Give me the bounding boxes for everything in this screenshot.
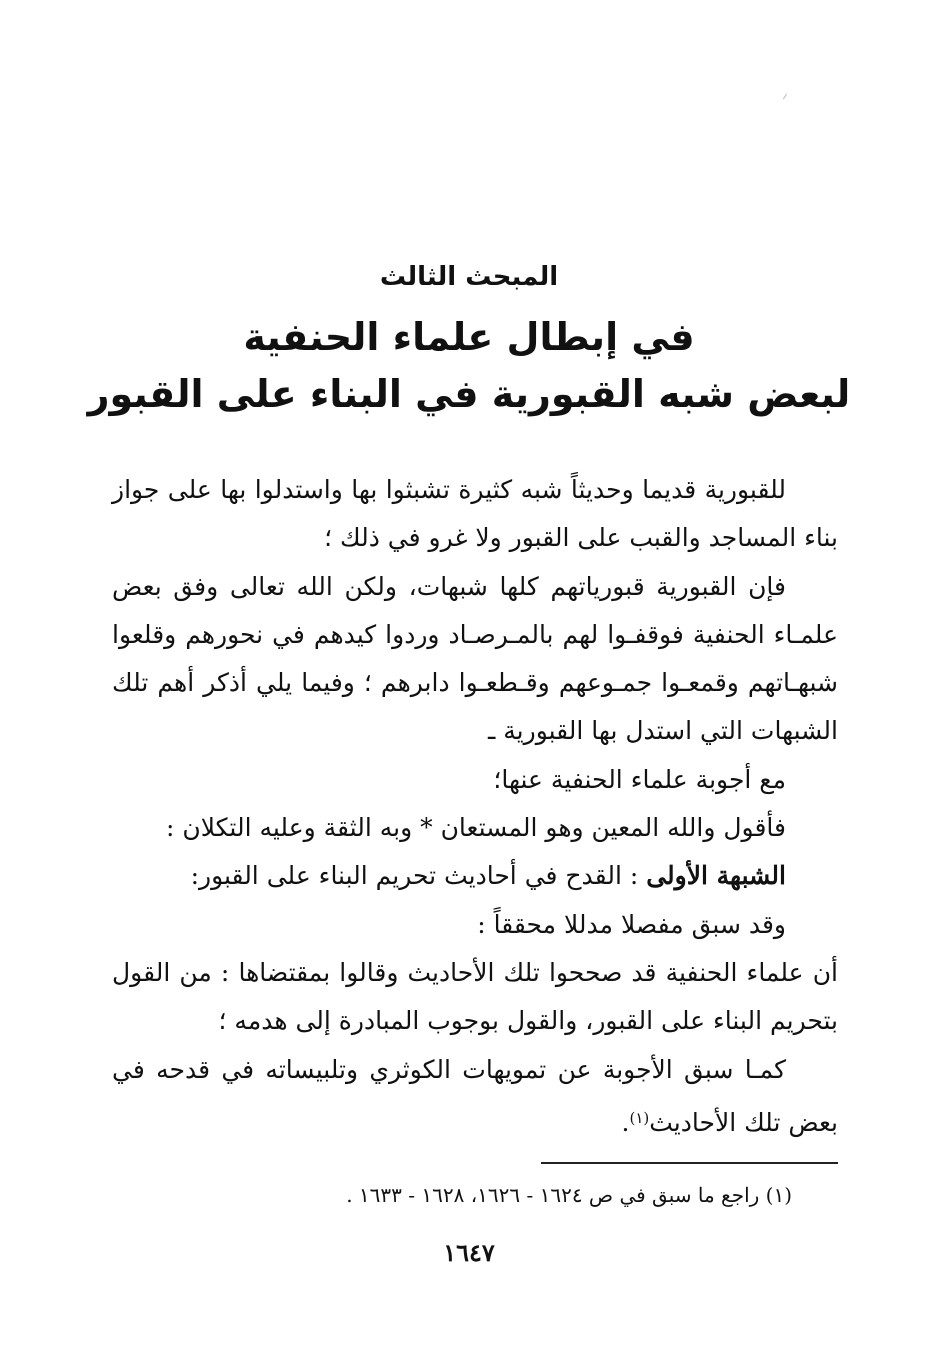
paragraph-previously: وقد سبق مفصلا مدللا محققاً : [477, 909, 786, 939]
chapter-title: في إبطال علماء الحنفية [243, 315, 695, 359]
scan-speck [783, 94, 787, 99]
paragraph-qubooriya: فإن القبورية قبورياتهم كلها شبهات، ولكن الله تعالى وفق بعض علمـاء الحنفية فوقفـوا لهم بالمـرصـاد وردوا كيدهم في نحورهم وقلعوا شبهـاتهم وقمعـوا جمـوعهم وقـطعـوا دابرهم ؛ وفيما يلي أذكر أهم تلك الشبهات التي استدل بها القبورية ـ [112, 571, 839, 746]
footnote: (١) راجع ما سبق في ص ١٦٢٤ - ١٦٢٦، ١٦٢٨ - ١٦٣٣ . [346, 1183, 792, 1207]
paragraph-saying: فأقول والله المعين وهو المستعان * وبه الثقة وعليه التكلان : [165, 813, 786, 843]
first-doubt-label: الشبهة الأولى [646, 861, 786, 891]
paragraph-kawthari [112, 1046, 838, 1148]
footnote-divider [541, 1162, 838, 1164]
first-doubt-text: : القدح في أحاديث تحريم البناء على القبور: [190, 861, 639, 891]
paragraph-intro: للقبورية قديما وحديثاً شبه كثيرة تشبثوا بها واستدلوا بها على جواز بناء المساجد والقبب على القبور ولا غرو في ذلك ؛ [112, 475, 838, 553]
closing-period: . [621, 1107, 630, 1137]
page-number: ١٦٤٧ [443, 1238, 495, 1267]
kawthari-text: كمـا سبق الأجوبة عن تمويهات الكوثري وتلبيساته في قدحه في بعض تلك الأحاديث [112, 1054, 838, 1137]
chapter-subtitle: لبعض شبه القبورية في البناء على القبور [87, 372, 851, 416]
section-heading: المبحث الثالث [379, 262, 559, 292]
paragraph-authenticated: أن علماء الحنفية قد صححوا تلك الأحاديث وقالوا بمقتضاها : من القول بتحريم البناء على القبور، والقول بوجوب المبادرة إلى هدمه ؛ [112, 957, 838, 1036]
paragraph-first-doubt [112, 852, 838, 900]
footnote-marker[interactable]: (١) [629, 1108, 650, 1127]
body-text [112, 466, 838, 1147]
paragraph-answers: مع أجوبة علماء الحنفية عنها؛ [493, 764, 786, 794]
